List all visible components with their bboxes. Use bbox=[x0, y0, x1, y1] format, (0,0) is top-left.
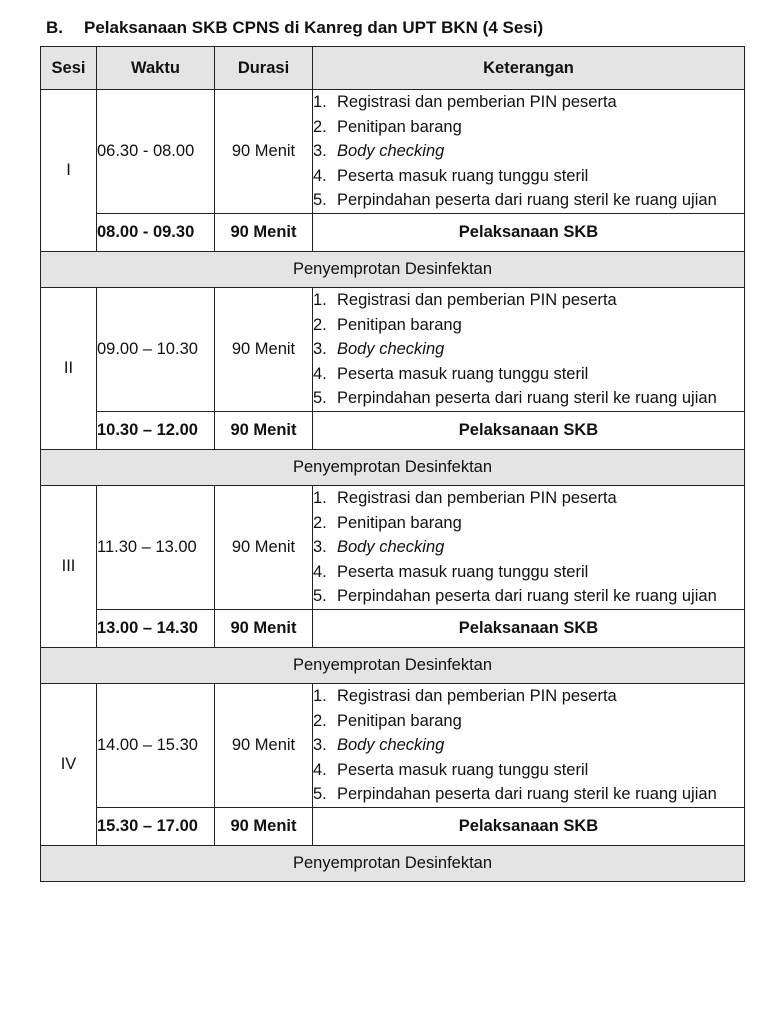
prep-time: 11.30 – 13.00 bbox=[97, 485, 215, 609]
prep-step bbox=[313, 782, 744, 807]
session-prep-row bbox=[41, 485, 745, 609]
prep-step bbox=[313, 733, 744, 758]
step-text: Body checking bbox=[337, 340, 445, 359]
header-durasi: Durasi bbox=[215, 47, 313, 90]
prep-step bbox=[313, 337, 744, 362]
session-number: I bbox=[41, 90, 97, 252]
step-number: 4. bbox=[313, 166, 327, 185]
step-text: Perpindahan peserta dari ruang steril ke ruang ujian bbox=[337, 587, 717, 606]
exam-time: 15.30 – 17.00 bbox=[97, 807, 215, 845]
exam-duration: 90 Menit bbox=[215, 807, 313, 845]
session-number: II bbox=[41, 287, 97, 449]
session-number: III bbox=[41, 485, 97, 647]
section-heading bbox=[46, 18, 543, 38]
disinfection-label: Penyemprotan Desinfektan bbox=[41, 647, 745, 683]
exam-time: 10.30 – 12.00 bbox=[97, 411, 215, 449]
disinfection-row bbox=[41, 647, 745, 683]
prep-step bbox=[313, 188, 744, 213]
disinfection-row bbox=[41, 845, 745, 881]
step-text: Registrasi dan pemberian PIN peserta bbox=[337, 686, 617, 705]
session-exam-row bbox=[41, 609, 745, 647]
step-number: 2. bbox=[313, 117, 327, 136]
prep-step bbox=[313, 535, 744, 560]
prep-time: 09.00 – 10.30 bbox=[97, 287, 215, 411]
session-number: IV bbox=[41, 683, 97, 845]
exam-description: Pelaksanaan SKB bbox=[313, 411, 745, 449]
session-exam-row bbox=[41, 213, 745, 251]
prep-time: 06.30 - 08.00 bbox=[97, 90, 215, 214]
prep-step bbox=[313, 164, 744, 189]
step-number: 2. bbox=[313, 513, 327, 532]
section-title: Pelaksanaan SKB CPNS di Kanreg dan UPT BKN (4 Sesi) bbox=[84, 18, 544, 37]
prep-duration: 90 Menit bbox=[215, 485, 313, 609]
exam-time: 08.00 - 09.30 bbox=[97, 213, 215, 251]
prep-step bbox=[313, 288, 744, 313]
prep-step bbox=[313, 684, 744, 709]
session-exam-row bbox=[41, 411, 745, 449]
prep-time: 14.00 – 15.30 bbox=[97, 683, 215, 807]
prep-step bbox=[313, 313, 744, 338]
step-number: 5. bbox=[313, 191, 327, 210]
disinfection-row bbox=[41, 449, 745, 485]
disinfection-label: Penyemprotan Desinfektan bbox=[41, 845, 745, 881]
prep-step bbox=[313, 362, 744, 387]
step-text: Penitipan barang bbox=[337, 711, 462, 730]
step-text: Registrasi dan pemberian PIN peserta bbox=[337, 93, 617, 111]
prep-steps-list bbox=[313, 684, 744, 807]
step-number: 1. bbox=[313, 488, 327, 507]
step-text: Penitipan barang bbox=[337, 117, 462, 136]
prep-steps-cell bbox=[313, 683, 745, 807]
prep-steps-cell bbox=[313, 90, 745, 214]
exam-description: Pelaksanaan SKB bbox=[313, 807, 745, 845]
step-text: Perpindahan peserta dari ruang steril ke ruang ujian bbox=[337, 389, 717, 408]
exam-description: Pelaksanaan SKB bbox=[313, 609, 745, 647]
header-row bbox=[41, 47, 745, 90]
prep-step bbox=[313, 139, 744, 164]
session-prep-row bbox=[41, 287, 745, 411]
section-letter: B. bbox=[46, 18, 63, 37]
step-text: Body checking bbox=[337, 736, 445, 755]
prep-step bbox=[313, 486, 744, 511]
step-number: 1. bbox=[313, 290, 327, 309]
exam-duration: 90 Menit bbox=[215, 213, 313, 251]
prep-step bbox=[313, 758, 744, 783]
session-prep-row bbox=[41, 90, 745, 214]
step-number: 3. bbox=[313, 538, 327, 557]
step-number: 3. bbox=[313, 340, 327, 359]
prep-step bbox=[313, 90, 744, 115]
step-text: Perpindahan peserta dari ruang steril ke ruang ujian bbox=[337, 785, 717, 804]
step-text: Penitipan barang bbox=[337, 513, 462, 532]
step-number: 5. bbox=[313, 587, 327, 606]
header-sesi: Sesi bbox=[41, 47, 97, 90]
step-text: Peserta masuk ruang tunggu steril bbox=[337, 364, 589, 383]
step-number: 4. bbox=[313, 562, 327, 581]
prep-step bbox=[313, 584, 744, 609]
step-text: Perpindahan peserta dari ruang steril ke ruang ujian bbox=[337, 191, 717, 210]
exam-duration: 90 Menit bbox=[215, 411, 313, 449]
step-number: 5. bbox=[313, 785, 327, 804]
header-keterangan: Keterangan bbox=[313, 47, 745, 90]
step-text: Peserta masuk ruang tunggu steril bbox=[337, 166, 589, 185]
prep-step bbox=[313, 560, 744, 585]
schedule-table bbox=[40, 46, 745, 882]
step-number: 4. bbox=[313, 364, 327, 383]
prep-duration: 90 Menit bbox=[215, 683, 313, 807]
prep-steps-list bbox=[313, 288, 744, 411]
prep-step bbox=[313, 511, 744, 536]
step-text: Peserta masuk ruang tunggu steril bbox=[337, 760, 589, 779]
prep-steps-list bbox=[313, 486, 744, 609]
disinfection-row bbox=[41, 251, 745, 287]
session-prep-row bbox=[41, 683, 745, 807]
step-number: 5. bbox=[313, 389, 327, 408]
step-number: 3. bbox=[313, 142, 327, 161]
exam-duration: 90 Menit bbox=[215, 609, 313, 647]
prep-steps-list bbox=[313, 90, 744, 213]
step-number: 1. bbox=[313, 93, 327, 111]
exam-description: Pelaksanaan SKB bbox=[313, 213, 745, 251]
step-number: 3. bbox=[313, 736, 327, 755]
prep-steps-cell bbox=[313, 485, 745, 609]
step-text: Registrasi dan pemberian PIN peserta bbox=[337, 290, 617, 309]
session-exam-row bbox=[41, 807, 745, 845]
step-number: 4. bbox=[313, 760, 327, 779]
header-waktu: Waktu bbox=[97, 47, 215, 90]
exam-time: 13.00 – 14.30 bbox=[97, 609, 215, 647]
prep-steps-cell bbox=[313, 287, 745, 411]
schedule-body bbox=[41, 90, 745, 882]
prep-step bbox=[313, 709, 744, 734]
prep-duration: 90 Menit bbox=[215, 90, 313, 214]
prep-step bbox=[313, 386, 744, 411]
step-number: 2. bbox=[313, 711, 327, 730]
step-number: 2. bbox=[313, 315, 327, 334]
disinfection-label: Penyemprotan Desinfektan bbox=[41, 449, 745, 485]
step-text: Penitipan barang bbox=[337, 315, 462, 334]
step-text: Body checking bbox=[337, 538, 445, 557]
step-number: 1. bbox=[313, 686, 327, 705]
step-text: Peserta masuk ruang tunggu steril bbox=[337, 562, 589, 581]
prep-duration: 90 Menit bbox=[215, 287, 313, 411]
step-text: Body checking bbox=[337, 142, 445, 161]
disinfection-label: Penyemprotan Desinfektan bbox=[41, 251, 745, 287]
step-text: Registrasi dan pemberian PIN peserta bbox=[337, 488, 617, 507]
prep-step bbox=[313, 115, 744, 140]
